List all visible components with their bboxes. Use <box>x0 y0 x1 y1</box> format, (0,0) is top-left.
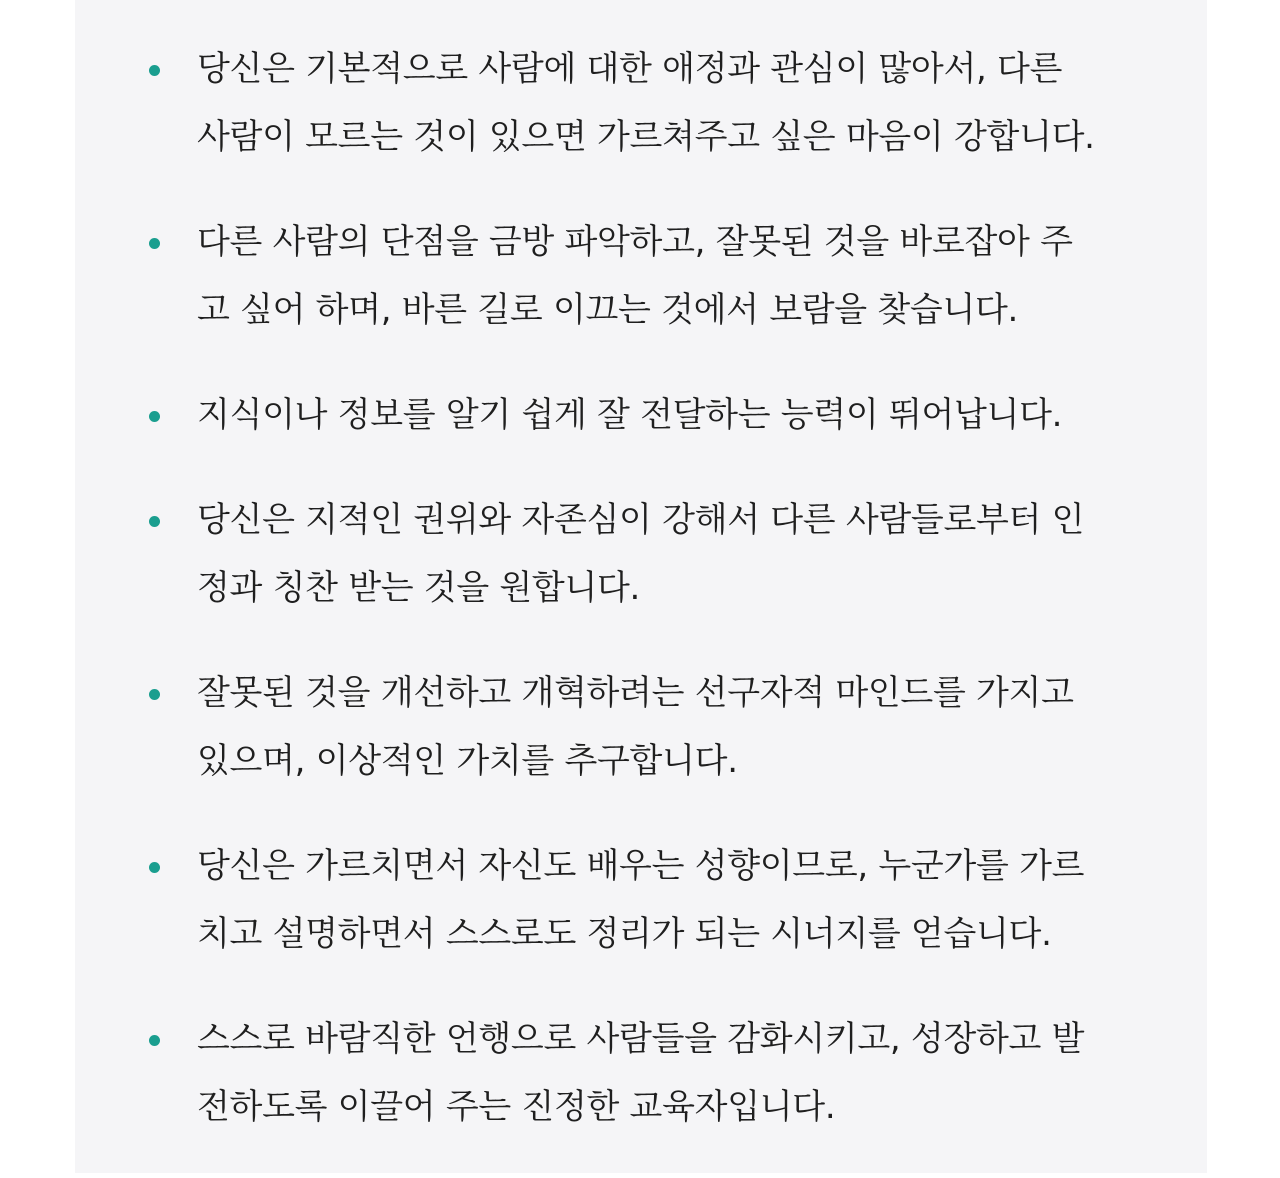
list-item <box>75 486 1137 622</box>
list-item-line: 당신은 지적인 권위와 자존심이 강해서 다른 사람들로부터 인 <box>197 500 1085 540</box>
list-item <box>75 35 1137 171</box>
bullet-dot-icon <box>149 1035 160 1046</box>
list-item <box>75 381 1137 449</box>
list-item-line: 사람이 모르는 것이 있으면 가르쳐주고 싶은 마음이 강합니다. <box>197 117 1095 157</box>
trait-list <box>75 35 1207 1178</box>
list-item <box>75 1005 1137 1141</box>
bullet-dot-icon <box>149 411 160 422</box>
list-item-line: 정과 칭찬 받는 것을 원합니다. <box>197 568 641 608</box>
list-item-line: 있으며, 이상적인 가치를 추구합니다. <box>197 741 738 781</box>
list-item-line: 전하도록 이끌어 주는 진정한 교육자입니다. <box>197 1087 836 1127</box>
list-item-line: 당신은 기본적으로 사람에 대한 애정과 관심이 많아서, 다른 <box>197 49 1063 89</box>
list-item-line: 지식이나 정보를 알기 쉽게 잘 전달하는 능력이 뛰어납니다. <box>197 395 1063 435</box>
content-panel <box>75 0 1207 1173</box>
list-item-line: 잘못된 것을 개선하고 개혁하려는 선구자적 마인드를 가지고 <box>197 673 1074 713</box>
list-item-line: 고 싶어 하며, 바른 길로 이끄는 것에서 보람을 찾습니다. <box>197 290 1019 330</box>
list-item <box>75 208 1137 344</box>
bullet-dot-icon <box>149 689 160 700</box>
list-item-line: 스스로 바람직한 언행으로 사람들을 감화시키고, 성장하고 발 <box>197 1019 1085 1059</box>
bullet-dot-icon <box>149 862 160 873</box>
list-item-line: 다른 사람의 단점을 금방 파악하고, 잘못된 것을 바로잡아 주 <box>197 222 1073 262</box>
bullet-dot-icon <box>149 238 160 249</box>
list-item-line: 당신은 가르치면서 자신도 배우는 성향이므로, 누군가를 가르 <box>197 846 1085 886</box>
list-item <box>75 659 1137 795</box>
bullet-dot-icon <box>149 516 160 527</box>
list-item <box>75 832 1137 968</box>
bullet-dot-icon <box>149 65 160 76</box>
list-item-line: 치고 설명하면서 스스로도 정리가 되는 시너지를 얻습니다. <box>197 914 1052 954</box>
